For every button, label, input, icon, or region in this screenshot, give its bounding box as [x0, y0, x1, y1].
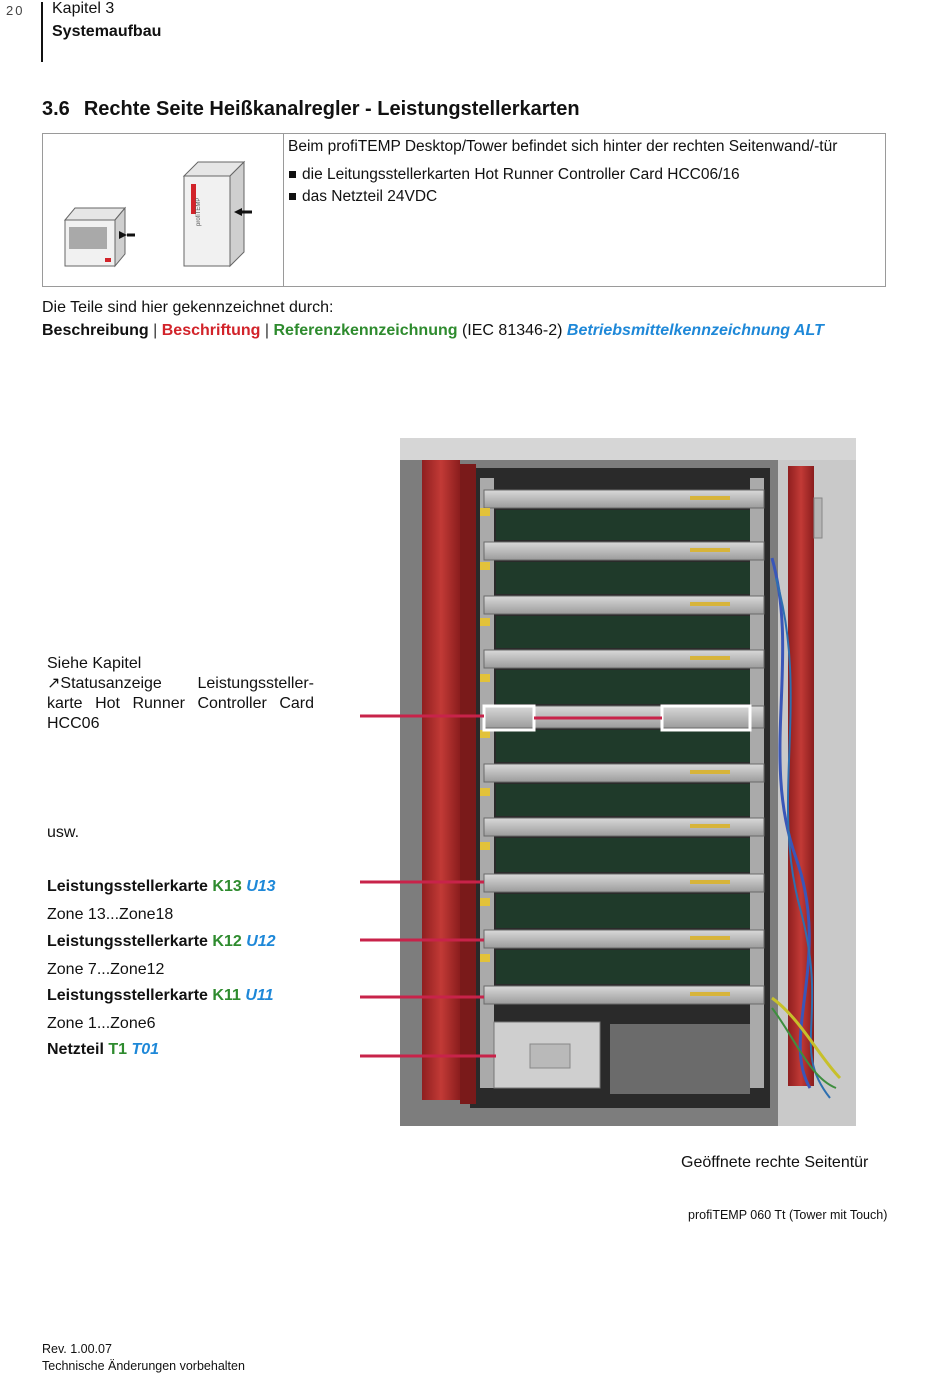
- change-notice: Technische Änderungen vorbehalten: [42, 1359, 245, 1373]
- section-heading: [42, 98, 580, 121]
- status-display-link[interactable]: Statusanzeige Leistungssteller-karte Hot Runner Controller Card HCC06: [47, 675, 314, 732]
- old-equipment-code: U13: [246, 878, 276, 895]
- card-k11-label: Leistungsstellerkarte K11 U11: [47, 987, 274, 1004]
- legend-description: Beschreibung: [42, 322, 149, 339]
- see-chapter-note: [47, 654, 314, 734]
- reference-code: K13: [212, 878, 242, 895]
- reference-code: K11: [212, 987, 241, 1004]
- zone-range: Zone 1...Zone6: [47, 1015, 156, 1032]
- old-equipment-code: U12: [246, 933, 276, 950]
- desktop-tower-illustration: [43, 134, 283, 286]
- legend-separator: |: [153, 322, 158, 339]
- old-equipment-code: T01: [131, 1041, 160, 1058]
- chapter-label: Kapitel 3: [52, 0, 115, 17]
- tower-brand-mark: profiTEMP: [196, 197, 202, 226]
- cabinet-photo: [400, 438, 856, 1126]
- page-number: 20: [6, 3, 25, 18]
- photo-caption: Geöffnete rechte Seitentür: [681, 1154, 869, 1171]
- intro-text: [288, 137, 880, 209]
- intro-paragraph: Beim profiTEMP Desktop/Tower befindet sich hinter der rechten Seitenwand/-tür: [288, 138, 838, 155]
- see-chapter-prefix: Siehe Kapitel: [47, 655, 142, 672]
- old-equipment-code: U11: [245, 987, 274, 1004]
- footer: [42, 1341, 245, 1375]
- power-supply-label: Netzteil T1 T01: [47, 1041, 160, 1058]
- intro-box: [42, 133, 886, 287]
- reference-code: K12: [212, 933, 242, 950]
- intro-list: [288, 165, 880, 207]
- model-note: profiTEMP 060 Tt (Tower mit Touch): [688, 1208, 888, 1222]
- open-cabinet-illustration: [400, 438, 856, 1126]
- card-k13-label: Leistungsstellerkarte K13 U13: [47, 878, 276, 895]
- legend-line: [42, 322, 824, 340]
- legend-standard: (IEC 81346-2): [461, 322, 563, 339]
- header-divider: [41, 2, 43, 62]
- section-title: Rechte Seite Heißkanalregler - Leistungstellerkarten: [83, 98, 580, 120]
- revision: Rev. 1.00.07: [42, 1342, 112, 1356]
- tower-unit-icon: [184, 162, 252, 266]
- legend-separator: |: [264, 322, 270, 339]
- list-item: das Netzteil 24VDC: [288, 187, 880, 207]
- chapter-subtitle: Systemaufbau: [52, 23, 162, 40]
- section-number: 3.6: [42, 98, 70, 120]
- legend-intro: Die Teile sind hier gekennzeichnet durch:: [42, 299, 334, 316]
- list-item: die Leitungsstellerkarten Hot Runner Controller Card HCC06/16: [288, 165, 880, 185]
- legend-labeling: Beschriftung: [161, 322, 261, 339]
- legend-reference: Referenzkennzeichnung: [273, 322, 458, 339]
- callout-lines: [360, 700, 402, 1072]
- etc-label: usw.: [47, 824, 80, 841]
- zone-range: Zone 13...Zone18: [47, 906, 174, 923]
- desktop-unit-icon: [65, 208, 135, 266]
- link-arrow-icon[interactable]: ↗: [47, 675, 61, 692]
- zone-range: Zone 7...Zone12: [47, 961, 165, 978]
- device-illustration: [43, 134, 284, 286]
- card-k12-label: Leistungsstellerkarte K12 U12: [47, 933, 276, 950]
- legend-equipment-old: Betriebsmittelkennzeichnung ALT: [566, 322, 824, 339]
- reference-code: T1: [108, 1041, 128, 1058]
